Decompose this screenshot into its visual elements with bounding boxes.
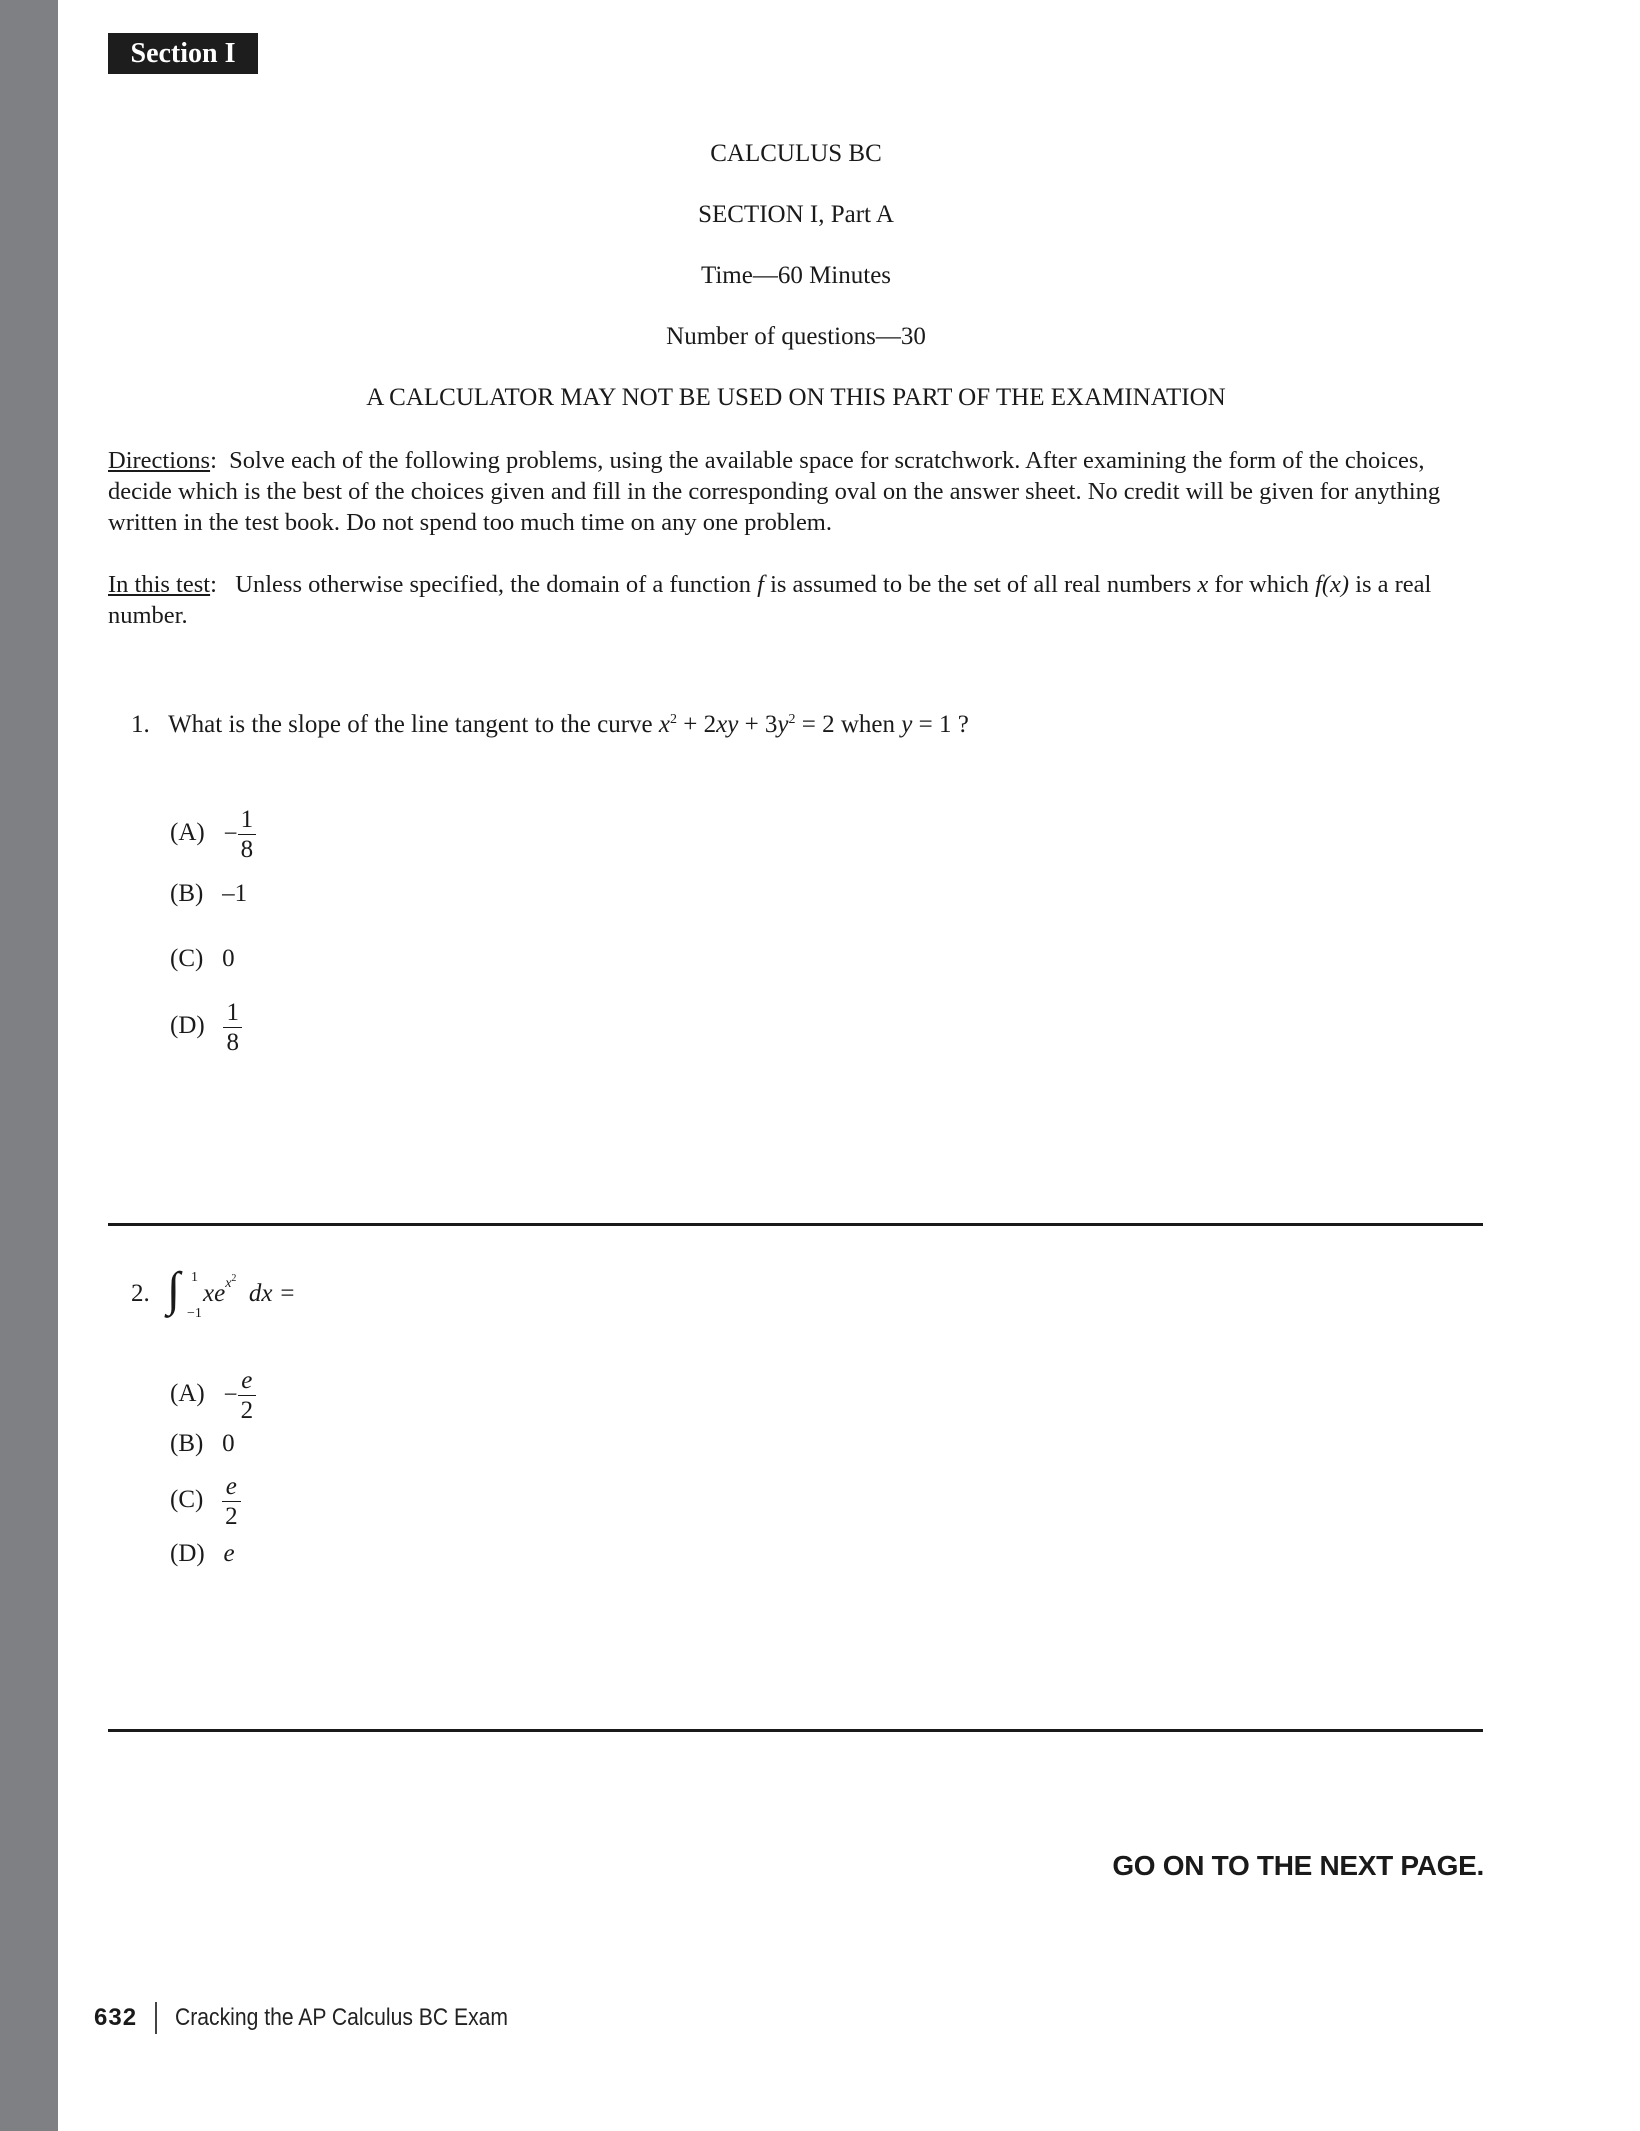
eq-var: y (777, 711, 789, 738)
var-x: x (1197, 571, 1209, 598)
fraction-denominator: 2 (222, 1501, 241, 1529)
choice-sign: − (223, 1381, 238, 1409)
q2-choice-d[interactable] (170, 1540, 235, 1568)
choice-label: (C) (170, 945, 204, 972)
question-divider (108, 1729, 1483, 1732)
page-number: 632 (94, 2004, 138, 2031)
calculator-notice: A CALCULATOR MAY NOT BE USED ON THIS PART OF THE EXAMINATION (366, 384, 1226, 411)
section-tab: Section I (108, 33, 258, 74)
in-this-test-text: is assumed to be the set of all real numbers (763, 571, 1198, 598)
integrand (203, 1273, 296, 1308)
question-number: 1. (131, 711, 150, 738)
question-text: What is the slope of the line tangent to the curve (168, 711, 659, 738)
fraction-numerator: e (241, 1367, 253, 1394)
eq-exponent: 2 (670, 712, 677, 727)
choice-label: (D) (170, 1012, 205, 1040)
question-divider (108, 1223, 1483, 1226)
fraction-denominator: 8 (223, 1027, 242, 1055)
exponent-power: 2 (231, 1273, 237, 1284)
question-1 (131, 711, 969, 739)
go-on-notice: GO ON TO THE NEXT PAGE. (1112, 1850, 1484, 1881)
in-this-test-text: Unless otherwise specified, the domain of a function (235, 571, 758, 598)
eq-part: = 2 when (795, 711, 902, 738)
choice-fraction (238, 807, 257, 862)
choice-label: (B) (170, 880, 204, 907)
fraction-numerator: 1 (240, 806, 254, 833)
choice-value: e (223, 1540, 235, 1567)
choice-value: 0 (222, 1430, 235, 1457)
book-title: Cracking the AP Calculus BC Exam (174, 2004, 508, 2031)
in-this-test-label: In this test (108, 571, 211, 598)
choice-label: (A) (170, 819, 205, 847)
choice-label: (A) (170, 1380, 205, 1408)
q1-choice-b[interactable] (170, 880, 247, 908)
exponent-var: x (225, 1276, 232, 1291)
choice-fraction (238, 1368, 257, 1423)
eq-exponent: 2 (788, 712, 796, 727)
page-side-bar (0, 0, 58, 2131)
choice-fraction (222, 1474, 241, 1529)
time-limit: Time—60 Minutes (700, 262, 892, 289)
choice-fraction (223, 1000, 242, 1055)
q1-choice-a[interactable] (170, 807, 256, 862)
var-fx: f(x) (1315, 571, 1350, 598)
q2-choice-c[interactable] (170, 1474, 241, 1529)
q2-choice-b[interactable] (170, 1430, 235, 1458)
q2-choice-a[interactable] (170, 1368, 256, 1423)
eq-var: y (901, 711, 913, 738)
in-this-test-text: for which (1208, 571, 1316, 598)
q1-choice-d[interactable] (170, 1000, 242, 1055)
eq-part: + 2 (677, 711, 717, 738)
eq-var: xy (716, 711, 739, 738)
var-f: f (757, 571, 764, 598)
eq-part: + 3 (738, 711, 778, 738)
page-footer (94, 2002, 553, 2034)
fraction-denominator: 2 (238, 1395, 257, 1423)
choice-value: –1 (222, 880, 248, 907)
integral-upper-limit: 1 (191, 1270, 198, 1285)
choice-label: (B) (170, 1430, 204, 1457)
directions-text: Solve each of the following problems, using the available space for scratchwork. After examining the form of the choices, decide which is the best of the choices given and fill in the corresponding oval on the answer sheet. No credit will be given for anything written in the test book. Do not spend too much time on any one problem. (108, 447, 1441, 536)
eq-part: = 1 ? (912, 711, 969, 738)
directions-label: Directions (108, 447, 211, 474)
integral-lower-limit: −1 (187, 1306, 202, 1321)
integral-tail: dx = (248, 1280, 296, 1307)
eq-var: x (658, 711, 670, 738)
question-count: Number of questions—30 (666, 323, 926, 350)
question-number: 2. (131, 1280, 150, 1307)
fraction-numerator: e (225, 1473, 237, 1500)
choice-value: 0 (222, 945, 235, 972)
fraction-denominator: 8 (238, 834, 257, 862)
exam-title: CALCULUS BC (710, 140, 882, 167)
integrand-var: xe (203, 1280, 226, 1307)
choice-label: (C) (170, 1486, 204, 1514)
fraction-numerator: 1 (226, 999, 239, 1026)
choice-sign: − (223, 820, 238, 848)
footer-divider (155, 2002, 157, 2034)
integral-sign-icon: ∫ (167, 1263, 181, 1316)
in-this-test-text: is a real number. (108, 571, 1432, 629)
in-this-test: In this test: Unless otherwise specified, the domain of a function f is assumed to be the set of all real numbers x for which f(x) is a real number. (108, 571, 1432, 629)
choice-label: (D) (170, 1540, 205, 1567)
directions: Directions: Solve each of the following problems, using the available space for scratchwork. After examining the form of the choices, decide which is the best of the choices given and fill in the corresponding oval on the answer sheet. No credit will be given for anything written in the test book. Do not spend too much time on any one problem. (108, 447, 1441, 536)
section-part: SECTION I, Part A (698, 201, 894, 228)
q1-choice-c[interactable] (170, 945, 235, 973)
